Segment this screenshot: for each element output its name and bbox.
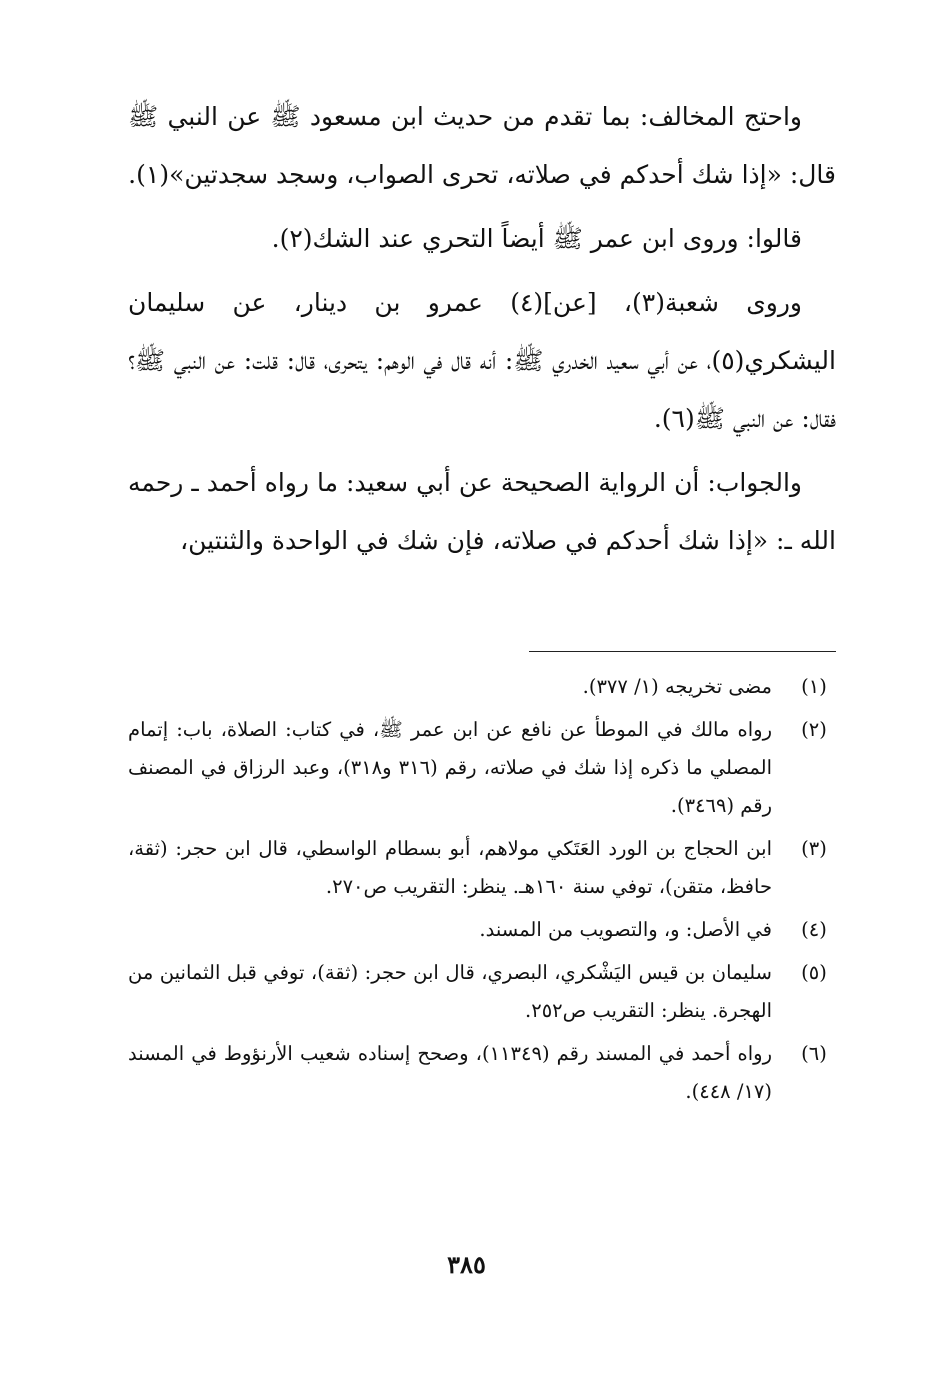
footnote-number: (٢) [801, 718, 827, 741]
footnote-text: رواه مالك في الموطأ عن نافع عن ابن عمر ﷺ، في كتاب: الصلاة، باب: إتمام المصلي ما ذكره إذا شك في صلاته، رقم (٣١٦ و٣١٨)، وعبد الرزاق في المصنف رقم (٣٤٦٩). [128, 718, 772, 817]
paragraph: والجواب: أن الرواية الصحيحة عن أبي سعيد: ما رواه أحمد ـ رحمه الله ـ: «إذا شك أحدكم في صلاته، فإن شك في الواحدة والثنتين، [128, 468, 836, 555]
footnote-text: في الأصل: و، والتصويب من المسند. [479, 918, 772, 941]
footnote-text: ابن الحجاج بن الورد العَتَكي مولاهم، أبو بسطام الواسطي، قال ابن حجر: (ثقة، حافظ، متقن)، توفي سنة ١٦٠هـ. ينظر: التقريب ص٢٧٠. [128, 837, 772, 898]
footnote-text: سليمان بن قيس اليَشْكري، البصري، قال ابن حجر: (ثقة)، توفي قبل الثمانين من الهجرة. ينظر: التقريب ص٢٥٢. [128, 961, 772, 1022]
paragraph: وروى شعبة(٣)، [عن](٤) عمرو بن دينار، عن سليمان اليشكري(٥)، عن أبي سعيد الخدري ﷺ: أنه قال في الوهم: يتحرى، قال: قلت: عن النبي ﷺ؟ فقال: عن النبي ﷺ(٦). [128, 288, 836, 433]
footnote [128, 911, 836, 949]
footnote [128, 668, 836, 706]
footnote [128, 711, 836, 825]
footnote [128, 1035, 836, 1111]
footnote-divider [529, 651, 836, 652]
footnote-number: (٣) [801, 837, 827, 860]
footnotes [128, 668, 836, 1116]
footnote-text: مضى تخريجه (١/ ٣٧٧). [582, 675, 772, 698]
footnote [128, 830, 836, 906]
footnote-text: رواه أحمد في المسند رقم (١١٣٤٩)، وصحح إسناده شعيب الأرنؤوط في المسند (١٧/ ٤٤٨). [128, 1042, 772, 1103]
footnote [128, 954, 836, 1030]
page-number: ٣٨٥ [447, 1250, 486, 1279]
paragraph: واحتج المخالف: بما تقدم من حديث ابن مسعود ﷺ عن النبي ﷺ قال: «إذا شك أحدكم في صلاته، تحرى الصواب، وسجد سجدتين»(١). [128, 102, 836, 189]
footnote-number: (٥) [801, 961, 827, 984]
footnote-number: (٦) [801, 1042, 827, 1065]
footnote-number: (١) [801, 675, 827, 698]
main-text [128, 88, 836, 576]
footnote-number: (٤) [801, 918, 827, 941]
paragraph: قالوا: وروى ابن عمر ﷺ أيضاً التحري عند الشك(٢). [271, 224, 802, 253]
